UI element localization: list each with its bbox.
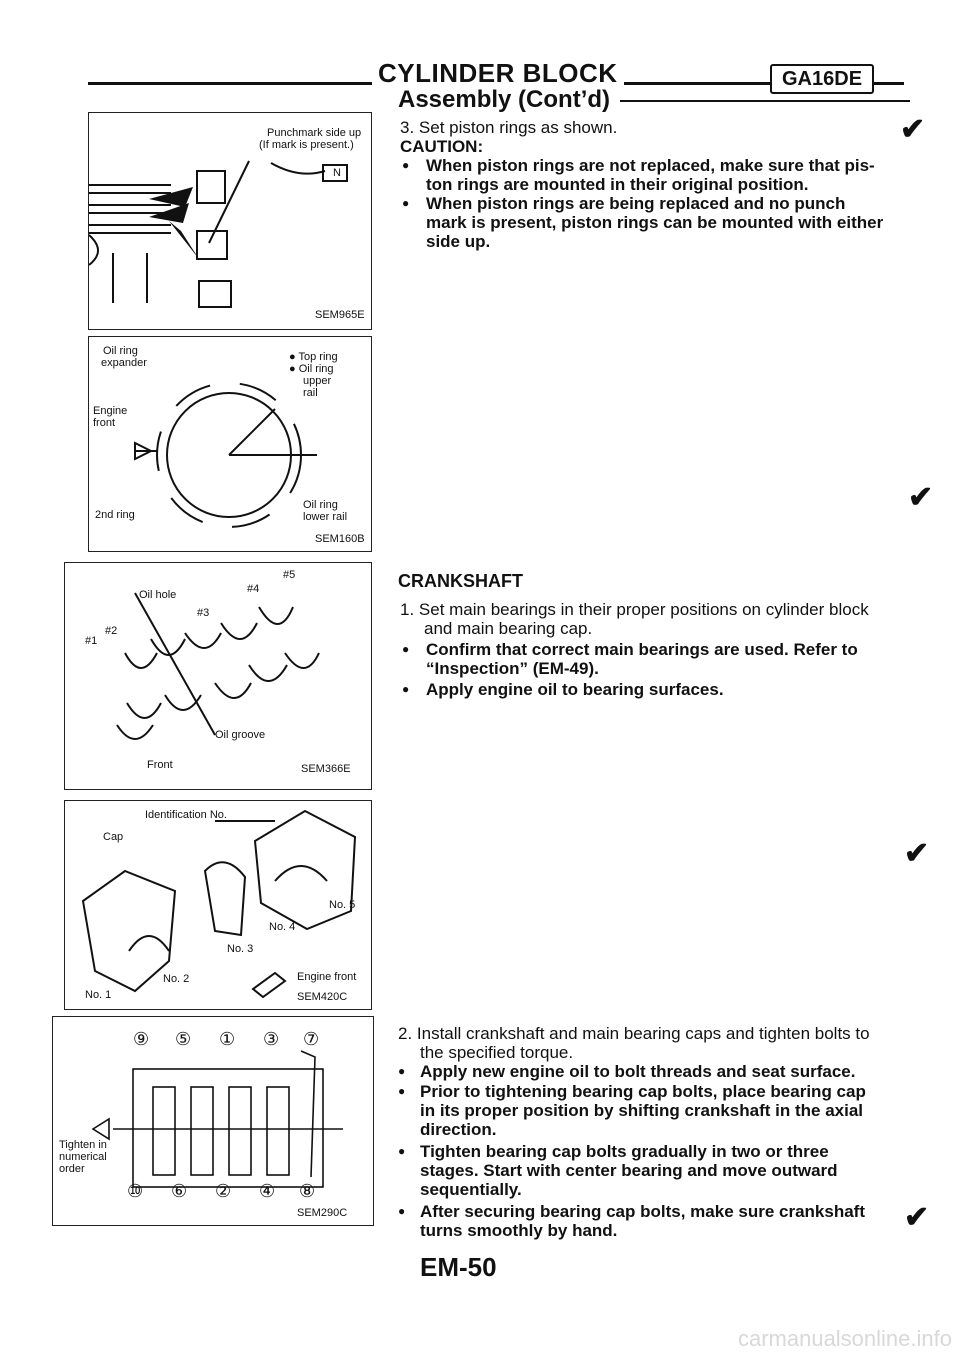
- watermark: carmanualsonline.info: [737, 1326, 952, 1351]
- cap-label: Cap: [103, 831, 124, 843]
- crankshaft-tightening-illustration: [53, 1017, 373, 1225]
- bolt-order-8: ⑧: [299, 1181, 316, 1201]
- bolt-order-9: ⑨: [133, 1029, 150, 1049]
- bearing-number-5: #5: [283, 569, 296, 581]
- bullet: ●: [402, 196, 410, 210]
- top-ring-label: ● Top ring: [289, 351, 338, 363]
- step3-bullet1: When piston rings are not replaced, make sure that pis-: [426, 156, 875, 175]
- bearing-number-4: #4: [247, 583, 260, 595]
- step2-line: 2. Install crankshaft and main bearing caps and tighten bolts to: [398, 1024, 870, 1043]
- step2-bullet3-cont: stages. Start with center bearing and move outward: [420, 1161, 838, 1180]
- figure-code: SEM420C: [297, 991, 348, 1003]
- bolt-order-7: ⑦: [303, 1029, 320, 1049]
- bearing-number-1: #1: [85, 635, 98, 647]
- check-mark-icon: ✔: [904, 1201, 930, 1234]
- figure-bearing-caps: [64, 800, 372, 1010]
- bullet: ●: [402, 158, 410, 172]
- step2-bullet1: Apply new engine oil to bolt threads and seat surface.: [420, 1062, 856, 1081]
- oil-ring-lower-label: Oil ring: [303, 499, 338, 511]
- check-mark-icon: ✔: [900, 113, 926, 146]
- step3-bullet2-cont2: side up.: [426, 232, 491, 251]
- crankshaft-bullet2: Apply engine oil to bearing surfaces.: [426, 680, 724, 699]
- figure-code: SEM965E: [315, 309, 365, 321]
- step2-bullet4-cont: turns smoothly by hand.: [420, 1221, 618, 1240]
- n-mark: N: [333, 167, 341, 179]
- step3-bullet2-cont: mark is present, piston rings can be mounted with either: [426, 213, 884, 232]
- bolt-order-4: ④: [259, 1181, 276, 1201]
- section-title: Assembly (Cont’d): [398, 86, 611, 113]
- rail-label: rail: [303, 387, 318, 399]
- caution-label: CAUTION:: [400, 137, 484, 156]
- engine-front-label: Engine front: [297, 971, 357, 983]
- bearing-number-3: #3: [197, 607, 210, 619]
- cap-number-5: No. 5: [329, 899, 356, 911]
- figure-tightening-order: [52, 1016, 374, 1226]
- bullet: ●: [402, 682, 410, 696]
- check-mark-icon: ✔: [904, 837, 930, 870]
- bullet: ●: [398, 1084, 406, 1098]
- step2-bullet3-cont2: sequentially.: [420, 1180, 522, 1199]
- page-number: EM-50: [420, 1252, 497, 1282]
- engine-front-label-2: front: [93, 417, 116, 429]
- crankshaft-heading: CRANKSHAFT: [398, 571, 523, 591]
- bolt-order-5: ⑤: [175, 1029, 192, 1049]
- header-rule-2: [620, 100, 910, 102]
- engine-front-label: Engine: [93, 405, 128, 417]
- cap-number-3: No. 3: [227, 943, 254, 955]
- cap-number-2: No. 2: [163, 973, 190, 985]
- bullet: ●: [398, 1144, 406, 1158]
- oil-ring-expander-label: Oil ring: [103, 345, 138, 357]
- bearing-shells-illustration: [65, 563, 371, 789]
- bullet: ●: [398, 1204, 406, 1218]
- bolt-order-2: ②: [215, 1181, 232, 1201]
- engine-badge: GA16DE: [770, 64, 874, 94]
- step2-bullet3: Tighten bearing cap bolts gradually in two or three: [420, 1142, 829, 1161]
- bullet: ●: [402, 642, 410, 656]
- cap-number-4: No. 4: [269, 921, 296, 933]
- step2-bullet2: Prior to tightening bearing cap bolts, place bearing cap: [420, 1082, 866, 1101]
- step2-line-cont: the specified torque.: [420, 1043, 574, 1062]
- step2-bullet2-cont2: direction.: [420, 1120, 497, 1139]
- bolt-order-3: ③: [263, 1029, 280, 1049]
- figure-ring-gaps: [88, 336, 372, 552]
- figure-code: SEM160B: [315, 533, 365, 545]
- step3-line: 3. Set piston rings as shown.: [400, 118, 618, 137]
- second-ring-label: 2nd ring: [95, 509, 135, 521]
- figure-punchmark: [88, 112, 372, 330]
- punchmark-note: (If mark is present.): [259, 139, 354, 151]
- tighten-label: Tighten in: [59, 1139, 107, 1151]
- front-label: Front: [147, 759, 173, 771]
- identification-label: Identification No.: [145, 809, 227, 821]
- bearing-number-2: #2: [105, 625, 118, 637]
- oil-ring-expander-label-2: expander: [101, 357, 147, 369]
- page-title: CYLINDER BLOCK: [372, 58, 624, 89]
- step2-bullet2-cont: in its proper position by shifting crankshaft in the axial: [420, 1101, 864, 1120]
- bolt-order-1: ①: [219, 1029, 236, 1049]
- crankshaft-step1-cont: and main bearing cap.: [424, 619, 593, 638]
- check-mark-icon: ✔: [908, 481, 934, 514]
- cap-number-1: No. 1: [85, 989, 112, 1001]
- oil-groove-label: Oil groove: [215, 729, 266, 741]
- figure-main-bearings: [64, 562, 372, 790]
- tighten-label-2: numerical: [59, 1151, 107, 1163]
- step3-bullet1-cont: ton rings are mounted in their original position.: [426, 175, 809, 194]
- crankshaft-bullet1-cont: “Inspection” (EM-49).: [426, 659, 599, 678]
- bolt-order-6: ⑥: [171, 1181, 188, 1201]
- tighten-label-3: order: [59, 1163, 85, 1175]
- oil-ring-upper-label: ● Oil ring: [289, 363, 334, 375]
- bolt-order-10: ⑩: [127, 1181, 144, 1201]
- upper-label: upper: [303, 375, 332, 387]
- figure-code: SEM290C: [297, 1207, 348, 1219]
- bullet: ●: [398, 1064, 406, 1078]
- crankshaft-bullet1: Confirm that correct main bearings are used. Refer to: [426, 640, 858, 659]
- lower-rail-label: lower rail: [303, 511, 348, 523]
- punchmark-label: Punchmark side up: [267, 127, 362, 139]
- step2-bullet4: After securing bearing cap bolts, make sure crankshaft: [420, 1202, 865, 1221]
- oil-hole-label: Oil hole: [139, 589, 177, 601]
- crankshaft-step1: 1. Set main bearings in their proper positions on cylinder block: [400, 600, 869, 619]
- step3-bullet2: When piston rings are being replaced and no punch: [426, 194, 846, 213]
- figure-code: SEM366E: [301, 763, 351, 775]
